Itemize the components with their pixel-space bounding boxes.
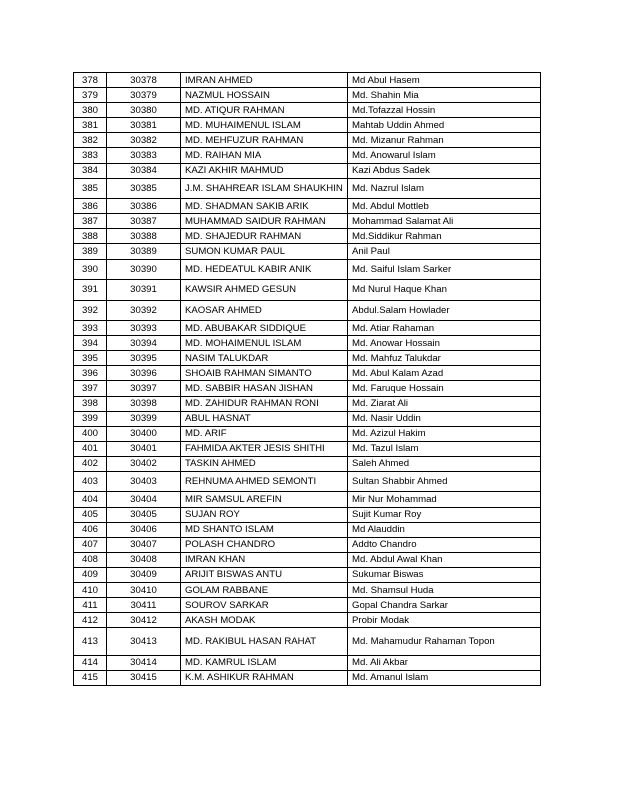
serial-cell: 404	[74, 492, 107, 507]
table-row	[74, 300, 541, 321]
table-row	[74, 598, 541, 613]
table-row	[74, 655, 541, 670]
roll-cell: 30379	[107, 88, 181, 103]
student-list-body	[74, 73, 541, 686]
serial-cell: 410	[74, 583, 107, 598]
roll-cell: 30378	[107, 73, 181, 88]
roll-cell: 30391	[107, 280, 181, 301]
roll-cell: 30405	[107, 507, 181, 522]
roll-cell: 30400	[107, 426, 181, 441]
student-name-cell: KAOSAR AHMED	[181, 300, 348, 321]
father-name-cell: Md. Saiful Islam Sarker	[348, 259, 541, 280]
table-row	[74, 613, 541, 628]
student-name-cell: J.M. SHAHREAR ISLAM SHAUKHIN	[181, 178, 348, 199]
table-row	[74, 583, 541, 598]
serial-cell: 413	[74, 628, 107, 656]
serial-cell: 388	[74, 229, 107, 244]
table-row	[74, 552, 541, 567]
father-name-cell: Md. Anowar Hossain	[348, 336, 541, 351]
student-name-cell: MD. HEDEATUL KABIR ANIK	[181, 259, 348, 280]
student-name-cell: MIR SAMSUL AREFIN	[181, 492, 348, 507]
father-name-cell: Sukumar Biswas	[348, 567, 541, 582]
roll-cell: 30388	[107, 229, 181, 244]
roll-cell: 30412	[107, 613, 181, 628]
student-name-cell: MD. ABUBAKAR SIDDIQUE	[181, 321, 348, 336]
student-list-table	[73, 72, 541, 686]
table-row	[74, 492, 541, 507]
father-name-cell: Md. Shahin Mia	[348, 88, 541, 103]
table-row	[74, 259, 541, 280]
table-row	[74, 214, 541, 229]
serial-cell: 395	[74, 351, 107, 366]
table-row	[74, 103, 541, 118]
roll-cell: 30411	[107, 598, 181, 613]
table-row	[74, 670, 541, 685]
serial-cell: 402	[74, 456, 107, 471]
roll-cell: 30407	[107, 537, 181, 552]
roll-cell: 30380	[107, 103, 181, 118]
student-name-cell: MD SHANTO ISLAM	[181, 522, 348, 537]
serial-cell: 397	[74, 381, 107, 396]
roll-cell: 30383	[107, 148, 181, 163]
roll-cell: 30409	[107, 567, 181, 582]
father-name-cell: Sultan Shabbir Ahmed	[348, 471, 541, 492]
father-name-cell: Md. Amanul Islam	[348, 670, 541, 685]
father-name-cell: Anil Paul	[348, 244, 541, 259]
student-name-cell: MD. MEHFUZUR RAHMAN	[181, 133, 348, 148]
serial-cell: 398	[74, 396, 107, 411]
father-name-cell: Md. Nazrul Islam	[348, 178, 541, 199]
roll-cell: 30392	[107, 300, 181, 321]
table-row	[74, 628, 541, 656]
serial-cell: 382	[74, 133, 107, 148]
serial-cell: 384	[74, 163, 107, 178]
serial-cell: 396	[74, 366, 107, 381]
roll-cell: 30393	[107, 321, 181, 336]
serial-cell: 409	[74, 567, 107, 582]
table-row	[74, 426, 541, 441]
table-row	[74, 244, 541, 259]
table-row	[74, 366, 541, 381]
table-row	[74, 507, 541, 522]
student-name-cell: MD. KAMRUL ISLAM	[181, 655, 348, 670]
father-name-cell: Addto Chandro	[348, 537, 541, 552]
roll-cell: 30415	[107, 670, 181, 685]
table-row	[74, 471, 541, 492]
student-name-cell: MD. RAKIBUL HASAN RAHAT	[181, 628, 348, 656]
serial-cell: 386	[74, 199, 107, 214]
roll-cell: 30381	[107, 118, 181, 133]
roll-cell: 30402	[107, 456, 181, 471]
serial-cell: 407	[74, 537, 107, 552]
student-name-cell: MD. RAIHAN MIA	[181, 148, 348, 163]
father-name-cell: Md. Nasir Uddin	[348, 411, 541, 426]
serial-cell: 403	[74, 471, 107, 492]
roll-cell: 30384	[107, 163, 181, 178]
father-name-cell: Gopal Chandra Sarkar	[348, 598, 541, 613]
student-name-cell: K.M. ASHIKUR RAHMAN	[181, 670, 348, 685]
serial-cell: 387	[74, 214, 107, 229]
table-row	[74, 199, 541, 214]
roll-cell: 30410	[107, 583, 181, 598]
student-name-cell: FAHMIDA AKTER JESIS SHITHI	[181, 441, 348, 456]
table-row	[74, 178, 541, 199]
student-name-cell: SHOAIB RAHMAN SIMANTO	[181, 366, 348, 381]
roll-cell: 30398	[107, 396, 181, 411]
father-name-cell: Md. Abdul Mottleb	[348, 199, 541, 214]
table-row	[74, 381, 541, 396]
father-name-cell: Md. Ali Akbar	[348, 655, 541, 670]
serial-cell: 389	[74, 244, 107, 259]
student-name-cell: SOUROV SARKAR	[181, 598, 348, 613]
serial-cell: 390	[74, 259, 107, 280]
serial-cell: 408	[74, 552, 107, 567]
student-name-cell: SUJAN ROY	[181, 507, 348, 522]
roll-cell: 30394	[107, 336, 181, 351]
serial-cell: 394	[74, 336, 107, 351]
serial-cell: 406	[74, 522, 107, 537]
serial-cell: 391	[74, 280, 107, 301]
student-name-cell: MD. MOHAIMENUL ISLAM	[181, 336, 348, 351]
father-name-cell: Md. Atiar Rahaman	[348, 321, 541, 336]
student-name-cell: ABUL HASNAT	[181, 411, 348, 426]
father-name-cell: Md Alauddin	[348, 522, 541, 537]
student-name-cell: MD. ARIF	[181, 426, 348, 441]
student-name-cell: MD. ZAHIDUR RAHMAN RONI	[181, 396, 348, 411]
student-name-cell: MD. ATIQUR RAHMAN	[181, 103, 348, 118]
student-name-cell: KAWSIR AHMED GESUN	[181, 280, 348, 301]
roll-cell: 30399	[107, 411, 181, 426]
serial-cell: 405	[74, 507, 107, 522]
father-name-cell: Md.Tofazzal Hossin	[348, 103, 541, 118]
table-row	[74, 336, 541, 351]
student-name-cell: REHNUMA AHMED SEMONTI	[181, 471, 348, 492]
roll-cell: 30408	[107, 552, 181, 567]
father-name-cell: Md Nurul Haque Khan	[348, 280, 541, 301]
father-name-cell: Kazi Abdus Sadek	[348, 163, 541, 178]
father-name-cell: Md. Mahfuz Talukdar	[348, 351, 541, 366]
roll-cell: 30385	[107, 178, 181, 199]
serial-cell: 385	[74, 178, 107, 199]
roll-cell: 30403	[107, 471, 181, 492]
serial-cell: 412	[74, 613, 107, 628]
roll-cell: 30404	[107, 492, 181, 507]
father-name-cell: Md. Ziarat Ali	[348, 396, 541, 411]
student-name-cell: MD. SHAJEDUR RAHMAN	[181, 229, 348, 244]
student-name-cell: NASIM TALUKDAR	[181, 351, 348, 366]
student-name-cell: NAZMUL HOSSAIN	[181, 88, 348, 103]
father-name-cell: Mir Nur Mohammad	[348, 492, 541, 507]
serial-cell: 393	[74, 321, 107, 336]
serial-cell: 415	[74, 670, 107, 685]
father-name-cell: Abdul.Salam Howlader	[348, 300, 541, 321]
roll-cell: 30397	[107, 381, 181, 396]
table-row	[74, 456, 541, 471]
table-row	[74, 396, 541, 411]
student-name-cell: TASKIN AHMED	[181, 456, 348, 471]
student-name-cell: MD. SHADMAN SAKIB ARIK	[181, 199, 348, 214]
student-name-cell: POLASH CHANDRO	[181, 537, 348, 552]
father-name-cell: Saleh Ahmed	[348, 456, 541, 471]
father-name-cell: Md.Siddikur Rahman	[348, 229, 541, 244]
student-name-cell: MD. SABBIR HASAN JISHAN	[181, 381, 348, 396]
roll-cell: 30382	[107, 133, 181, 148]
table-row	[74, 88, 541, 103]
serial-cell: 383	[74, 148, 107, 163]
serial-cell: 414	[74, 655, 107, 670]
father-name-cell: Md. Mizanur Rahman	[348, 133, 541, 148]
student-name-cell: MUHAMMAD SAIDUR RAHMAN	[181, 214, 348, 229]
table-row	[74, 229, 541, 244]
father-name-cell: Md. Shamsul Huda	[348, 583, 541, 598]
father-name-cell: Sujit Kumar Roy	[348, 507, 541, 522]
father-name-cell: Md. Mahamudur Rahaman Topon	[348, 628, 541, 656]
serial-cell: 411	[74, 598, 107, 613]
table-row	[74, 321, 541, 336]
roll-cell: 30386	[107, 199, 181, 214]
table-row	[74, 73, 541, 88]
table-row	[74, 441, 541, 456]
table-row	[74, 411, 541, 426]
father-name-cell: Md. Faruque Hossain	[348, 381, 541, 396]
student-name-cell: IMRAN AHMED	[181, 73, 348, 88]
table-row	[74, 148, 541, 163]
student-name-cell: KAZI AKHIR MAHMUD	[181, 163, 348, 178]
father-name-cell: Md. Tazul Islam	[348, 441, 541, 456]
table-row	[74, 537, 541, 552]
roll-cell: 30396	[107, 366, 181, 381]
roll-cell: 30401	[107, 441, 181, 456]
roll-cell: 30387	[107, 214, 181, 229]
table-row	[74, 351, 541, 366]
father-name-cell: Mohammad Salamat Ali	[348, 214, 541, 229]
serial-cell: 378	[74, 73, 107, 88]
student-name-cell: SUMON KUMAR PAUL	[181, 244, 348, 259]
table-row	[74, 118, 541, 133]
table-row	[74, 133, 541, 148]
serial-cell: 379	[74, 88, 107, 103]
father-name-cell: Md Abul Hasem	[348, 73, 541, 88]
serial-cell: 401	[74, 441, 107, 456]
table-row	[74, 522, 541, 537]
roll-cell: 30413	[107, 628, 181, 656]
student-name-cell: GOLAM RABBANE	[181, 583, 348, 598]
father-name-cell: Probir Modak	[348, 613, 541, 628]
serial-cell: 380	[74, 103, 107, 118]
serial-cell: 381	[74, 118, 107, 133]
roll-cell: 30414	[107, 655, 181, 670]
student-name-cell: AKASH MODAK	[181, 613, 348, 628]
roll-cell: 30390	[107, 259, 181, 280]
father-name-cell: Md. Anowarul Islam	[348, 148, 541, 163]
father-name-cell: Md. Azizul Hakim	[348, 426, 541, 441]
student-name-cell: IMRAN KHAN	[181, 552, 348, 567]
father-name-cell: Md. Abdul Awal Khan	[348, 552, 541, 567]
serial-cell: 399	[74, 411, 107, 426]
serial-cell: 392	[74, 300, 107, 321]
student-name-cell: MD. MUHAIMENUL ISLAM	[181, 118, 348, 133]
student-name-cell: ARIJIT BISWAS ANTU	[181, 567, 348, 582]
table-row	[74, 163, 541, 178]
table-row	[74, 567, 541, 582]
roll-cell: 30406	[107, 522, 181, 537]
father-name-cell: Md. Abul Kalam Azad	[348, 366, 541, 381]
roll-cell: 30389	[107, 244, 181, 259]
table-row	[74, 280, 541, 301]
roll-cell: 30395	[107, 351, 181, 366]
serial-cell: 400	[74, 426, 107, 441]
father-name-cell: Mahtab Uddin Ahmed	[348, 118, 541, 133]
